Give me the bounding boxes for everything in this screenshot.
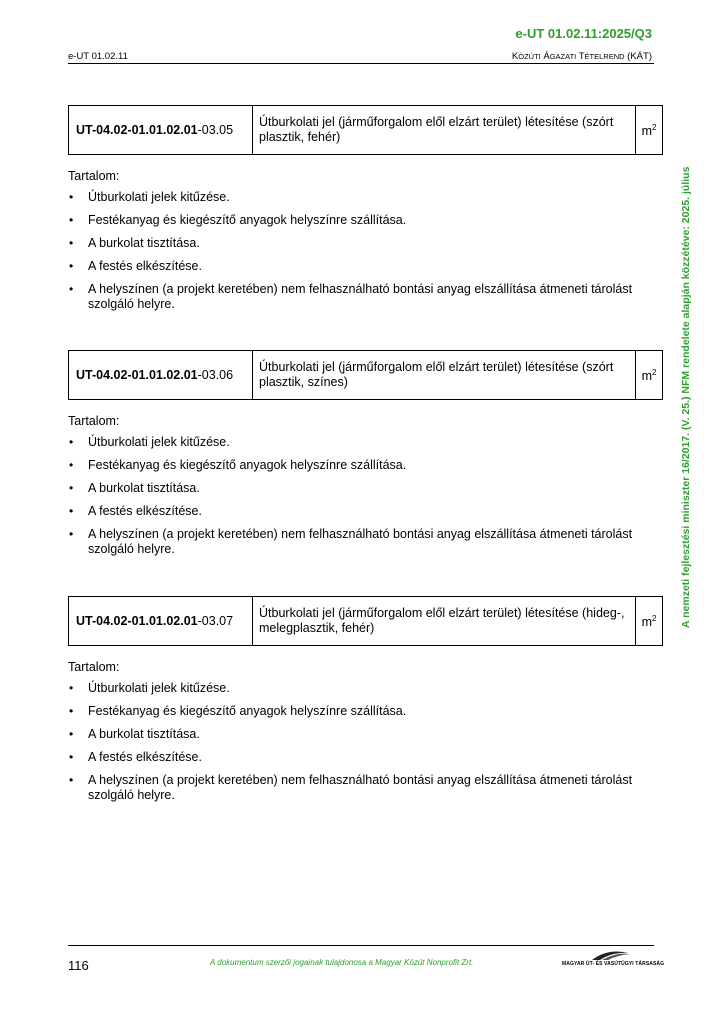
task-item: • A festés elkészítése.: [68, 259, 656, 274]
header-right-label: KÖZÚTI ÁGAZATI TÉTELREND (KÁT): [511, 51, 652, 62]
task-item: • Útburkolati jelek kitűzése.: [68, 681, 656, 696]
item-section: [68, 596, 656, 811]
task-item: • Útburkolati jelek kitűzése.: [68, 435, 656, 450]
item-header-table: [68, 105, 663, 155]
task-item: • Festékanyag és kiegészítő anyagok helyszínre szállítása.: [68, 704, 656, 719]
page-number: 116: [68, 958, 89, 973]
task-item: • Festékanyag és kiegészítő anyagok helyszínre szállítása.: [68, 458, 656, 473]
task-item: • A festés elkészítése.: [68, 750, 656, 765]
item-unit: $m^2$: [636, 597, 663, 646]
item-code: UT-04.02-01.01.02.01-03.07: [69, 597, 253, 646]
item-description: Útburkolati jel (járműforgalom elől elzárt terület) létesítése (szórt plasztik, fehér): [253, 106, 636, 155]
tartalom-label: Tartalom:: [68, 169, 120, 183]
footer-divider: [68, 945, 654, 946]
task-list: [68, 190, 656, 312]
item-section: [68, 105, 656, 320]
task-list: [68, 435, 656, 557]
header-left-label: e-UT 01.02.11: [68, 51, 128, 62]
task-item: • A helyszínen (a projekt keretében) nem felhasználható bontási anyag elszállítása átmeneti tárolást szolgáló helyre.: [68, 527, 656, 557]
item-description: Útburkolati jel (járműforgalom elől elzárt terület) létesítése (hideg-, melegplasztik, fehér): [253, 597, 636, 646]
header-divider: [68, 63, 654, 64]
task-list: [68, 681, 656, 803]
side-publication-note: A nemzeti fejlesztési miniszter 16/2017. (V. 25.) NFM rendelete alapján közzétéve: 2025. július: [680, 166, 692, 628]
item-unit: $m^2$: [636, 106, 663, 155]
copyright-note: A dokumentum szerzői jogainak tulajdonosa a Magyar Közút Nonprofit Zrt.: [210, 958, 474, 967]
task-item: • A helyszínen (a projekt keretében) nem felhasználható bontási anyag elszállítása átmeneti tárolást szolgáló helyre.: [68, 282, 656, 312]
task-item: • A helyszínen (a projekt keretében) nem felhasználható bontási anyag elszállítása átmeneti tárolást szolgáló helyre.: [68, 773, 656, 803]
task-item: • A festés elkészítése.: [68, 504, 656, 519]
item-unit: $m^2$: [636, 351, 663, 400]
tartalom-label: Tartalom:: [68, 414, 120, 428]
item-code: UT-04.02-01.01.02.01-03.05: [69, 106, 253, 155]
document-code: e-UT 01.02.11:2025/Q3: [515, 26, 652, 41]
item-section: [68, 350, 656, 565]
tartalom-label: Tartalom:: [68, 660, 120, 674]
item-code: UT-04.02-01.01.02.01-03.06: [69, 351, 253, 400]
task-item: • A burkolat tisztítása.: [68, 236, 656, 251]
item-header-table: [68, 350, 663, 400]
item-header-table: [68, 596, 663, 646]
item-description: Útburkolati jel (járműforgalom elől elzárt terület) létesítése (szórt plasztik, színes): [253, 351, 636, 400]
task-item: • A burkolat tisztítása.: [68, 727, 656, 742]
organization-logo-icon: [562, 949, 665, 971]
task-item: • Festékanyag és kiegészítő anyagok helyszínre szállítása.: [68, 213, 656, 228]
logo-caption: MAGYAR ÚT- ÉS VASÚTÜGYI TÁRSASÁG: [562, 961, 665, 967]
task-item: • Útburkolati jelek kitűzése.: [68, 190, 656, 205]
task-item: • A burkolat tisztítása.: [68, 481, 656, 496]
